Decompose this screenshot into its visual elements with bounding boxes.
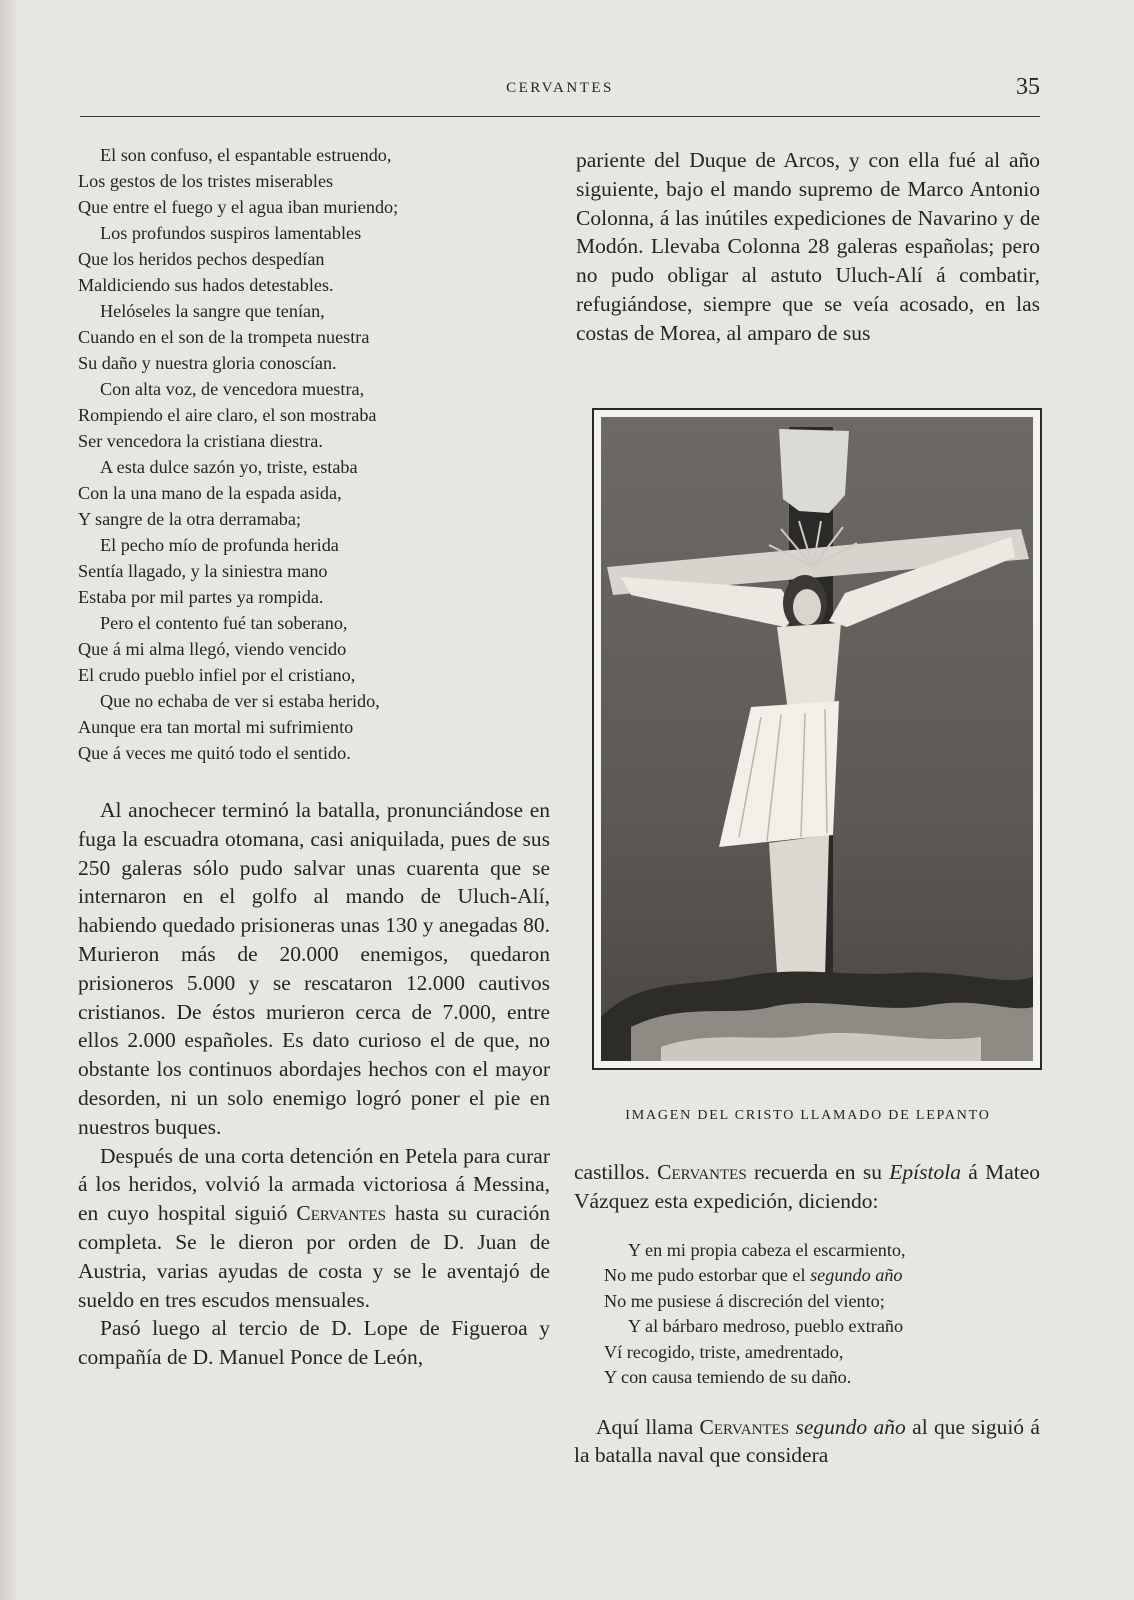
verse-line: Los gestos de los tristes miserables (78, 171, 334, 191)
verse-line: Aunque era tan mortal mi sufrimiento (78, 717, 354, 737)
verse-text: Y con causa temiendo de su daño. (604, 1367, 852, 1388)
page-edge-shadow (0, 0, 18, 1600)
verse-text: Ví recogido, triste, amedrentado, (604, 1341, 844, 1362)
crucifix-photograph (601, 417, 1033, 1061)
verse-line (604, 1365, 1040, 1391)
segundo-ano-phrase: segundo año (795, 1414, 906, 1439)
paragraph-messina-text-a: Después de una corta detención en Petela para curar á los heridos, volvió la armada victoriosa á Messina, en cuyo hospital siguió (78, 1143, 550, 1226)
figure-caption: IMAGEN DEL CRISTO LLAMADO DE LEPANTO (625, 1108, 991, 1123)
paragraph-messina (78, 1142, 550, 1315)
verse-line: Rompiendo el aire claro, el son mostraba (78, 405, 377, 425)
verse-line: Con la una mano de la espada asida, (78, 483, 342, 503)
paragraph-epistola-text-c: á Mateo Vázquez esta expedición, diciendo: (574, 1160, 1041, 1213)
verse-line: Estaba por mil partes ya rompida. (78, 587, 324, 607)
verse-line: El crudo pueblo infiel por el cristiano, (78, 665, 356, 685)
verse-line: Que los heridos pechos despedían (78, 249, 325, 269)
verse-epistola (604, 1238, 1040, 1391)
verse-line: Que no echaba de ver si estaba herido, (100, 691, 380, 711)
verse-line: Su daño y nuestra gloria conoscían. (78, 353, 337, 373)
right-column-top (576, 146, 1040, 348)
verse-line (604, 1263, 1040, 1289)
paragraph-segundo-ano-text-a: Aquí llama (596, 1414, 700, 1439)
figure-crucifix (592, 408, 1042, 1070)
cervantes-name: Cervantes (699, 1414, 790, 1439)
paragraph-segundo-ano (574, 1413, 1040, 1471)
verse-line: Con alta voz, de vencedora muestra, (100, 379, 365, 399)
verse-text: No me pusiese á discreción del viento; (604, 1290, 885, 1311)
paragraph-battle-end: Al anochecer terminó la batalla, pronunciándose en fuga la escuadra otomana, casi aniquilada, pues de sus 250 galeras sólo pudo salvar unas cuarenta que se internaron en el golfo al mando de Uluch-Alí, habiendo quedado prisioneras unas 130 y anegadas 80. Murieron más de 20.000 enemigos, quedaron prisioneros 5.000 y se rescataron 12.000 cautivos cristianos. De éstos murieron cerca de 7.000, entre ellos 2.000 españoles. Es dato curioso el de que, no obstante los continuos abordajes hechos con el mayor desorden, ni un solo enemigo logró poner el pie en nuestros buques. (78, 798, 550, 1139)
page-number: 35 (1016, 74, 1040, 100)
epistola-title: Epístola (889, 1160, 961, 1184)
paragraph-epistola-text-b: recuerda en su (746, 1160, 890, 1184)
verse-line: Y sangre de la otra derramaba; (78, 509, 302, 529)
verse-italic-text: segundo año (810, 1265, 903, 1286)
paragraph-colonna: pariente del Duque de Arcos, y con ella fué al año siguiente, bajo el mando supremo de Marco Antonio Colonna, á las inútiles expediciones de Navarino y de Modón. Llevaba Colonna 28 galeras españolas; pero no pudo obligar al astuto Uluch-Alí á combatir, refugiándose, siempre que se veía acosado, en las costas de Morea, al amparo de sus (576, 148, 1040, 345)
running-title: CERVANTES (506, 80, 614, 96)
verse-text: No me pudo estorbar que el (604, 1265, 811, 1286)
verse-line: Que á veces me quitó todo el sentido. (78, 743, 351, 763)
paragraph-messina-text-b: hasta su curación completa. Se le dieron por orden de D. Juan de Austria, varias ayudas de costa y se le aventajó de sueldo en tres escudos mensuales. (78, 1201, 550, 1312)
verse-line: El pecho mío de profunda herida (100, 535, 339, 555)
verse-text: Y al bárbaro medroso, pueblo extraño (628, 1316, 904, 1337)
verse-line: Cuando en el son de la trompeta nuestra (78, 327, 370, 347)
verse-line: Ser vencedora la cristiana diestra. (78, 431, 323, 451)
verse-line: El son confuso, el espantable estruendo, (100, 145, 392, 165)
crucifix-image (601, 417, 1033, 1061)
verse-line (604, 1314, 1040, 1340)
verse-line: Pero el contento fué tan soberano, (100, 613, 348, 633)
verse-line (604, 1340, 1040, 1366)
verse-quotation (78, 142, 550, 766)
cervantes-name: Cervantes (657, 1160, 747, 1184)
verse-line (604, 1289, 1040, 1315)
paragraph-epistola-text-a: castillos. (574, 1160, 658, 1184)
verse-text: Y en mi propia cabeza el escarmiento, (628, 1239, 906, 1260)
verse-line: Helóseles la sangre que tenían, (100, 301, 325, 321)
left-column (78, 142, 550, 1372)
verse-line: Los profundos suspiros lamentables (100, 223, 362, 243)
verse-line: Que á mi alma llegó, viendo vencido (78, 639, 347, 659)
verse-line (604, 1238, 1040, 1264)
cervantes-name: Cervantes (296, 1201, 386, 1226)
verse-line: Maldiciendo sus hados detestables. (78, 275, 334, 295)
header-rule (80, 116, 1040, 117)
paragraph-figueroa: Pasó luego al tercio de D. Lope de Figueroa y compañía de D. Manuel Ponce de León, (78, 1316, 550, 1370)
right-column-lower (574, 1158, 1040, 1470)
verse-line: Que entre el fuego y el agua iban muriendo; (78, 197, 399, 217)
verse-line: Sentía llagado, y la siniestra mano (78, 561, 328, 581)
verse-line: A esta dulce sazón yo, triste, estaba (100, 457, 358, 477)
running-head (80, 76, 1040, 116)
paragraph-epistola (574, 1158, 1040, 1216)
paragraph-segundo-ano-text-c: al que siguió á la batalla naval que considera (574, 1414, 1040, 1468)
